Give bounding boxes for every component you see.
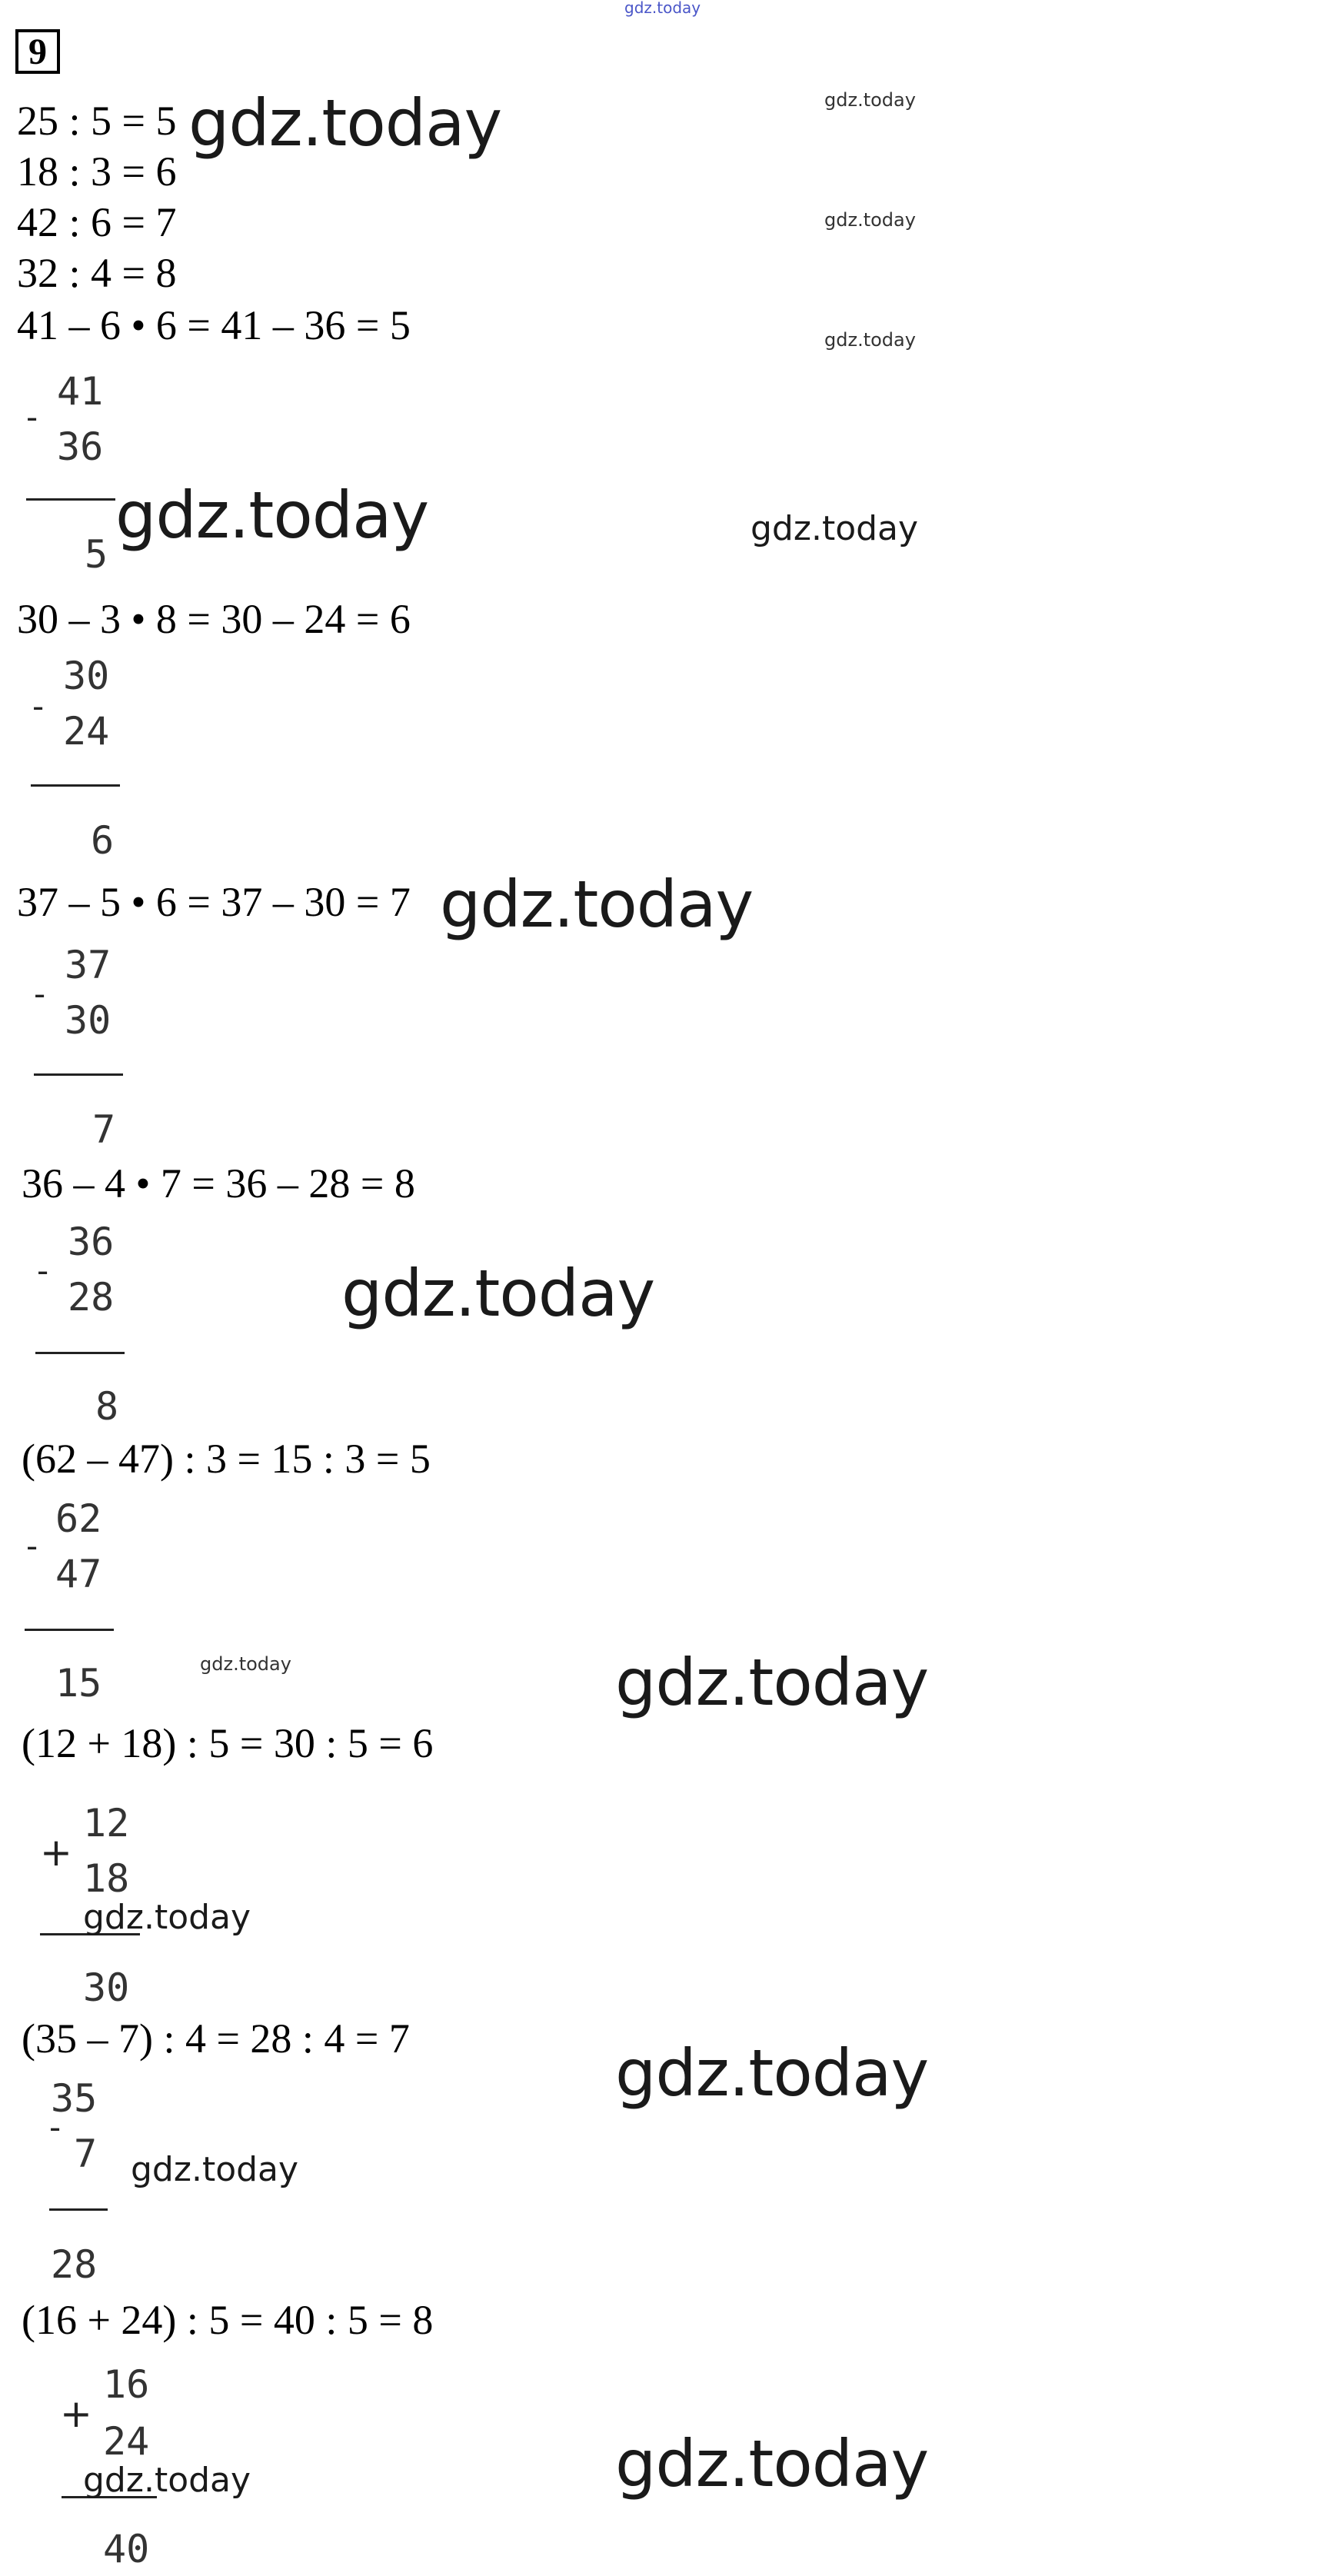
column-result: 30 [83,1965,130,2010]
column-bottom: 47 [55,1552,102,1596]
column-bottom: 28 [68,1275,115,1320]
equation-3: 42 : 6 = 7 [17,199,177,245]
equation-9: (62 – 47) : 3 = 15 : 3 = 5 [22,1436,431,1482]
column-top: 30 [63,654,110,698]
task-number: 9 [28,31,47,72]
watermark: gdz.today [615,2426,929,2501]
watermark: gdz.today [83,1898,251,1937]
watermark: gdz.today [341,1256,655,1331]
column-sign: - [26,1527,38,1565]
column-top: 12 [83,1801,130,1845]
column-bottom: 18 [83,1856,130,1901]
column-bottom: 24 [63,709,110,754]
watermark: gdz.today [615,2035,929,2111]
equation-2: 18 : 3 = 6 [17,148,177,195]
column-bottom: 36 [57,424,104,469]
column-sign: + [40,1830,72,1875]
task-number-box [15,29,60,74]
equation-12: (16 + 24) : 5 = 40 : 5 = 8 [22,2297,434,2343]
equation-7: 37 – 5 • 6 = 37 – 30 = 7 [17,879,411,925]
column-line [35,1352,125,1354]
watermark: gdz.today [131,2150,299,2189]
equation-10: (12 + 18) : 5 = 30 : 5 = 6 [22,1720,434,1766]
column-sign: - [26,398,38,436]
column-result: 7 [92,1107,116,1152]
watermark: gdz.today [200,1653,291,1675]
equation-1: 25 : 5 = 5 [17,98,177,144]
column-result: 28 [51,2242,98,2287]
equation-8: 36 – 4 • 7 = 36 – 28 = 8 [22,1160,415,1206]
column-sign: - [49,2108,62,2146]
column-top: 36 [68,1220,115,1264]
column-sign: - [32,687,45,725]
column-bottom: 24 [103,2419,150,2464]
watermark: gdz.today [751,509,919,548]
column-result: 8 [95,1384,119,1429]
equation-4: 32 : 4 = 8 [17,250,177,296]
column-sign: - [37,1252,49,1290]
column-bottom: 7 [74,2132,98,2176]
column-top: 16 [103,2362,150,2407]
column-line [49,2208,108,2211]
watermark: gdz.today [824,89,916,111]
column-top: 35 [51,2076,98,2121]
column-line [34,1073,123,1076]
column-line [31,784,120,787]
column-result: 40 [103,2527,150,2571]
column-top: 41 [57,369,104,414]
column-sign: + [60,2391,92,2436]
watermark: gdz.today [188,85,502,161]
equation-6: 30 – 3 • 8 = 30 – 24 = 6 [17,596,411,642]
column-result: 15 [55,1661,102,1706]
watermark: gdz.today [615,1645,929,1720]
column-line [25,1629,114,1631]
column-sign: - [34,975,46,1013]
watermark: gdz.today [440,867,754,942]
column-result: 5 [85,532,108,577]
column-result: 6 [91,818,115,863]
equation-11: (35 – 7) : 4 = 28 : 4 = 7 [22,2015,410,2062]
column-bottom: 30 [65,998,111,1043]
column-top: 62 [55,1496,102,1541]
column-top: 37 [65,943,111,987]
watermark: gdz.today [115,478,429,553]
watermark: gdz.today [824,209,916,231]
column-line [26,498,115,501]
equation-5: 41 – 6 • 6 = 41 – 36 = 5 [17,302,411,348]
watermark-top: gdz.today [624,0,701,17]
watermark: gdz.today [824,329,916,351]
watermark: gdz.today [83,2461,251,2500]
